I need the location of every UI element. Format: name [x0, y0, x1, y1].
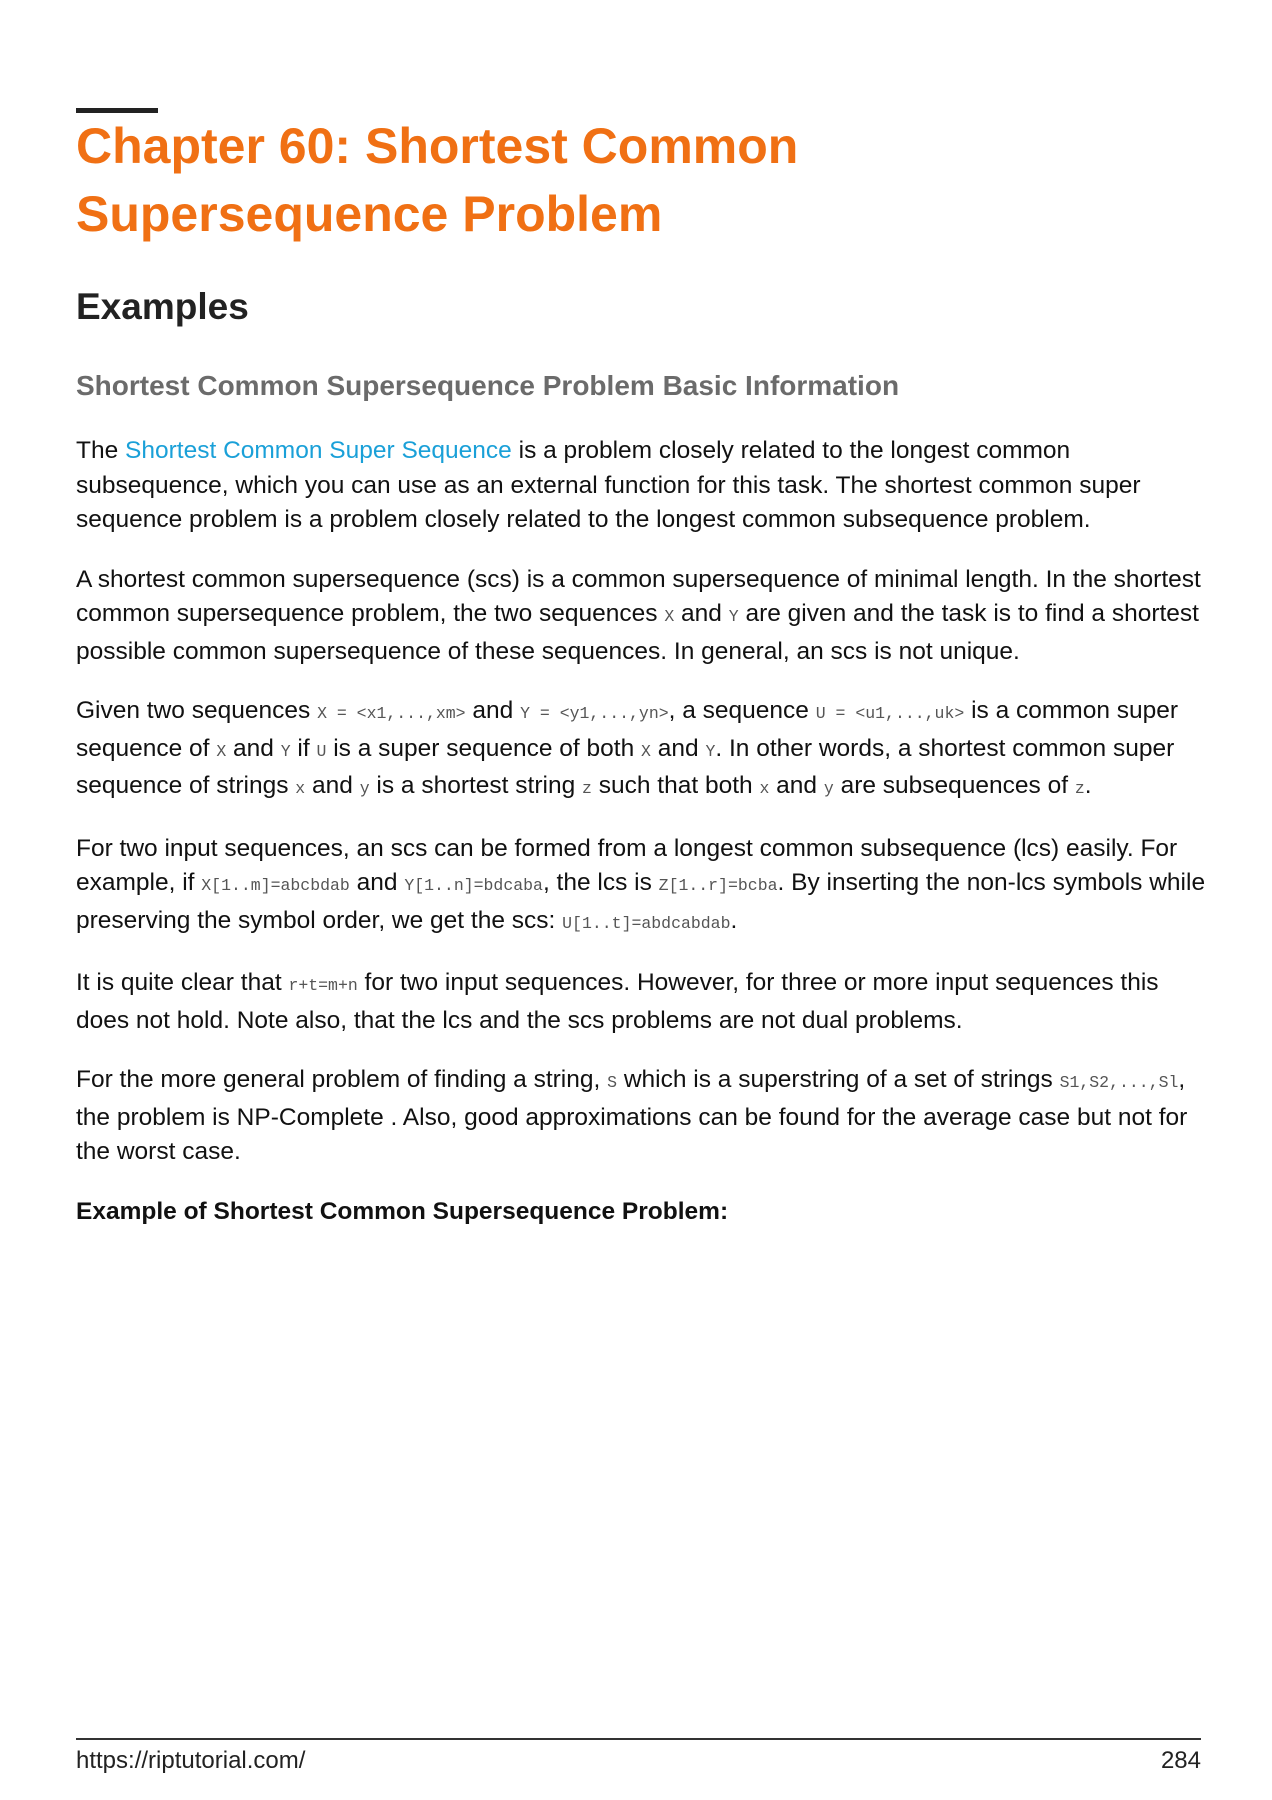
paragraph-length-relation: It is quite clear that r+t=m+n for two input sequences. However, for three or more input sequences this does not hold. Note also, that the lcs and the scs problems are not dual problems.	[76, 969, 1159, 1034]
body-text	[76, 434, 1206, 1254]
footer-url: https://riptutorial.com/	[76, 1747, 306, 1774]
subsection-title: Shortest Common Supersequence Problem Basic Information	[76, 370, 900, 401]
paragraph-intro: The Shortest Common Super Sequence is a problem closely related to the longest common subsequence, which you can use as an external function for this task. The shortest common super sequence problem is a problem closely related to the longest common subsequence problem.	[76, 437, 1141, 533]
paragraph-example-lcs: For two input sequences, an scs can be formed from a longest common subsequence (lcs) easily. For example, if X[1..m]=abcbdab and Y[1..n]=bdcaba, the lcs is Z[1..r]=bcba. By inserting the non-lcs symbols while preserving the symbol order, we get the scs: U[1..t]=abdcabdab.	[76, 834, 1206, 934]
example-heading: Example of Shortest Common Supersequence Problem:	[76, 1197, 729, 1225]
scs-link[interactable]: Shortest Common Super Sequence	[125, 437, 512, 464]
chapter-title: Chapter 60: Shortest Common Supersequence Problem	[76, 118, 799, 242]
page-number: 284	[1160, 1747, 1201, 1774]
footer-rule	[76, 1738, 1201, 1740]
code-y-seq: Y = <y1,...,yn>	[520, 704, 669, 723]
paragraph-np-complete: For the more general problem of finding a string, S which is a superstring of a set of strings S1,S2,...,Sl, the problem is NP-Complete . Also, good approximations can be found for the average case but not for the worst case.	[76, 1066, 1188, 1165]
code-x: X	[664, 607, 675, 626]
code-y: Y	[728, 607, 739, 626]
paragraph-sequences: Given two sequences X = <x1,...,xm> and Y = <y1,...,yn>, a sequence U = <u1,...,uk> is a common super sequence of X and Y if U is a super sequence of both X and Y. In other words, a shortest common super sequence of strings x and y is a shortest string z such that both x and y are subsequences of z.	[76, 697, 1179, 799]
code-u-seq: U = <u1,...,uk>	[815, 704, 965, 723]
section-title: Examples	[76, 286, 249, 327]
code-x-seq: X = <x1,...,xm>	[317, 704, 466, 723]
paragraph-definition: A shortest common supersequence (scs) is a common supersequence of minimal length. In the shortest common supersequence problem, the two sequences X and Y are given and the task is to find a shortest possible common supersequence of these sequences. In general, an scs is not unique.	[76, 565, 1201, 665]
